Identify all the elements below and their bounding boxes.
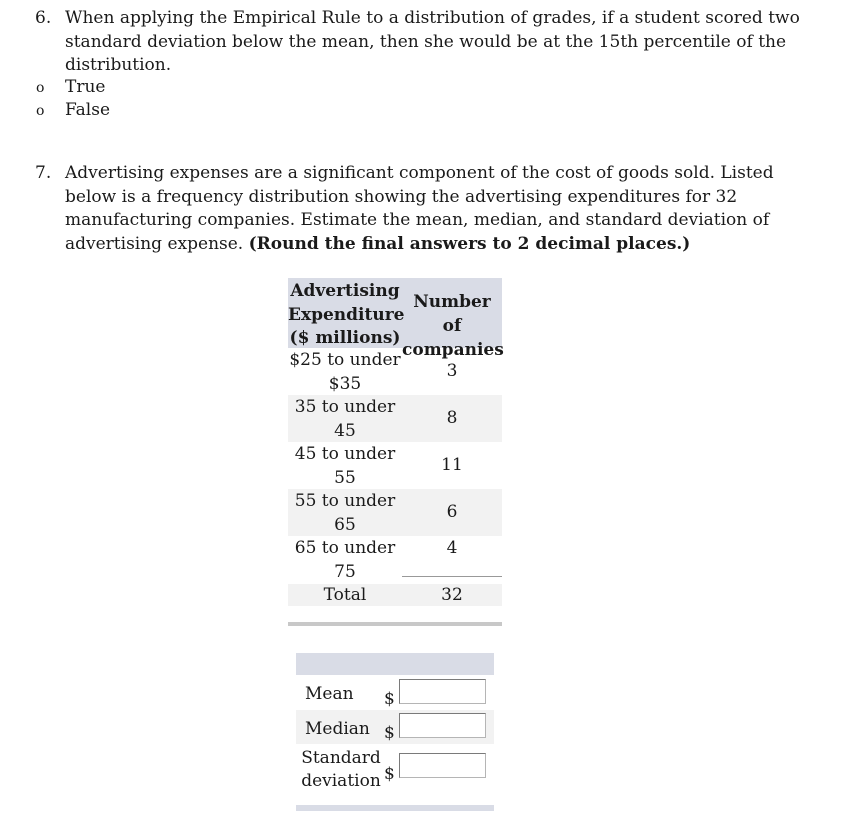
q7-text [65, 162, 805, 256]
std-input[interactable] [399, 753, 486, 778]
q6-option-true-radio[interactable]: o [36, 80, 45, 96]
q6-option-true-label[interactable]: True [65, 77, 106, 97]
q6-line-1: When applying the Empirical Rule to a distribution of grades, if a student scored two [65, 8, 800, 28]
table-total-row [288, 584, 502, 606]
std-label-line-2: deviation [301, 771, 381, 791]
q7-line-2: below is a frequency distribution showing the advertising expenditures for 32 [65, 186, 738, 207]
header-expenditure-line-3: ($ millions) [289, 328, 401, 348]
mean-currency: $ [384, 689, 395, 709]
q7-round-note: (Round the final answers to 2 decimal places.) [248, 233, 691, 254]
answer-panel-footer [296, 805, 494, 811]
q7-line-4 [65, 233, 805, 257]
q6-option-false-label[interactable]: False [65, 100, 110, 120]
q6-line-3: distribution. [65, 55, 172, 75]
q6-text [65, 7, 805, 78]
range-cell [288, 442, 402, 490]
range-cell [288, 395, 402, 443]
q6-option-false-radio[interactable]: o [36, 103, 45, 119]
sum-underline [402, 576, 502, 577]
median-input[interactable] [399, 713, 486, 738]
q7-line-1: Advertising expenses are a significant component of the cost of goods sold. Listed [65, 163, 774, 183]
q6-line-2: standard deviation below the mean, then she would be at the 15th percentile of the [65, 31, 787, 52]
range-cell [288, 489, 402, 537]
std-currency: $ [384, 764, 395, 784]
header-expenditure [288, 280, 405, 351]
header-expenditure-line-1: Advertising [290, 281, 400, 301]
total-label: Total [323, 585, 367, 605]
table-bottom-rule [288, 622, 502, 626]
q7-line-4-text: advertising expense. [65, 233, 244, 254]
count-cell: 4 [446, 538, 458, 558]
header-companies-line-2: companies [402, 340, 504, 360]
std-label-line-1: Standard [301, 748, 381, 768]
range-text: 55 [334, 468, 356, 488]
range-cell [288, 348, 402, 396]
range-text: $35 [328, 374, 362, 394]
table-row [288, 395, 502, 442]
mean-label: Mean [305, 684, 354, 704]
median-currency: $ [384, 723, 395, 743]
header-companies-line-1: Number of [413, 292, 491, 336]
median-label: Median [305, 719, 370, 739]
range-text: $25 to under [289, 350, 401, 370]
range-text: 35 to under [294, 397, 396, 417]
q7-line-3: manufacturing companies. Estimate the mean, median, and standard deviation of [65, 210, 770, 230]
range-text: 45 [334, 421, 356, 441]
range-text: 65 [334, 515, 356, 535]
mean-input[interactable] [399, 679, 486, 704]
q7-number: 7. [35, 163, 52, 183]
count-cell: 11 [441, 455, 463, 475]
total-value: 32 [441, 585, 463, 605]
range-text: 75 [334, 562, 356, 582]
std-label [296, 747, 386, 793]
count-cell: 6 [446, 502, 458, 522]
count-cell: 3 [446, 361, 458, 381]
table-row [288, 348, 502, 395]
range-text: 55 to under [294, 491, 396, 511]
count-cell: 8 [446, 408, 458, 428]
table-row [288, 442, 502, 489]
answer-panel-header [296, 653, 494, 675]
range-text: 45 to under [294, 444, 396, 464]
q6-number: 6. [35, 8, 52, 28]
table-row [288, 489, 502, 536]
range-text: 65 to under [294, 538, 396, 558]
header-expenditure-line-2: Expenditure [288, 304, 405, 325]
range-cell [288, 536, 402, 584]
